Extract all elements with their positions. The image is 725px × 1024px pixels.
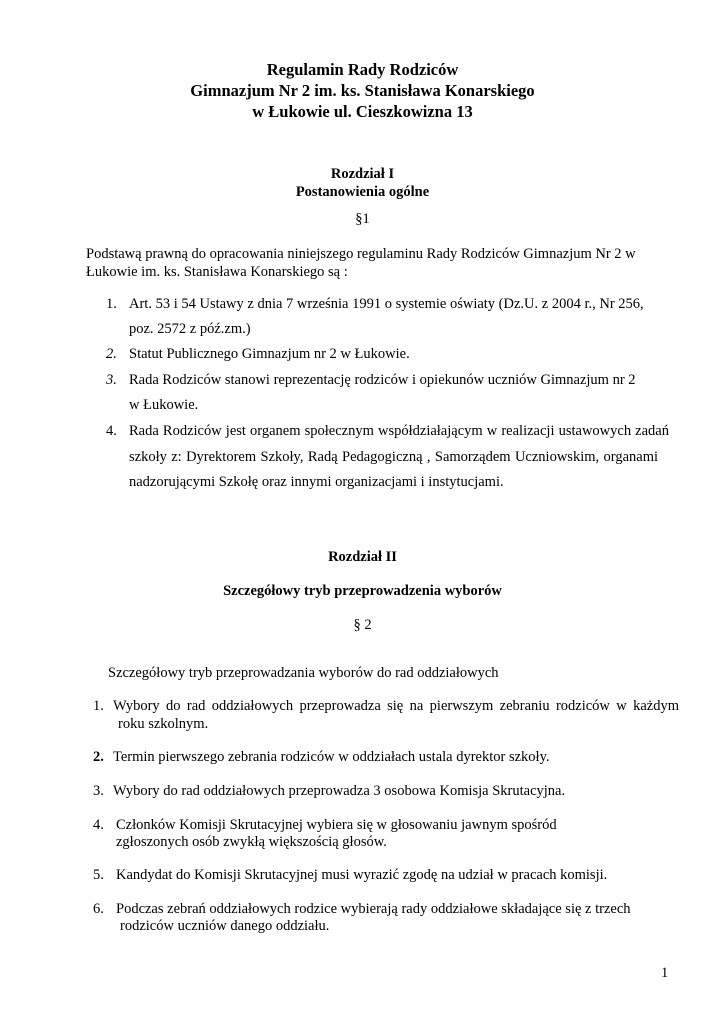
- chapter-1-name: Postanowienia ogólne: [295, 184, 430, 200]
- list-item-number: 4.: [106, 423, 117, 439]
- list-item-line: Termin pierwszego zebrania rodziców w oddziałach ustala dyrektor szkoły.: [113, 749, 550, 765]
- list-item-number: 4.: [93, 817, 104, 833]
- list-item-number: 5.: [93, 867, 104, 883]
- list-item-line: w Łukowie.: [129, 397, 199, 413]
- list-item-line: Członków Komisji Skrutacyjnej wybiera się w głosowaniu jawnym spośród: [116, 817, 557, 833]
- list-item-line: Statut Publicznego Gimnazjum nr 2 w Łukowie.: [129, 346, 410, 362]
- list-item-line: szkoły z: Dyrektorem Szkoły, Radą Pedagogiczną , Samorządem Uczniowskim, organami: [129, 449, 658, 465]
- page-number: 1: [661, 965, 669, 981]
- chapter-2-label: Rozdział II: [328, 549, 397, 565]
- list-item-line: Wybory do rad oddziałowych przeprowadza 3 osobowa Komisja Skrutacyjna.: [113, 783, 566, 799]
- chapter-2-paragraph-sign: § 2: [353, 617, 372, 633]
- list-item-line: Podczas zebrań oddziałowych rodzice wybierają rady oddziałowe składające się z trzech: [116, 901, 631, 917]
- list-item-number: 2.: [93, 749, 104, 765]
- list-item-line: Rada Rodziców jest organem społecznym współdziałającym w realizacji ustawowych zadań: [129, 423, 669, 439]
- list-item-line: Art. 53 i 54 Ustawy z dnia 7 września 1991 o systemie oświaty (Dz.U. z 2004 r., Nr 256,: [129, 296, 644, 312]
- list-item-line: Wybory do rad oddziałowych przeprowadza się na pierwszym zebraniu rodziców w każdym: [113, 698, 679, 714]
- document-title-line-1: Regulamin Rady Rodziców: [266, 60, 459, 79]
- list-item-line: nadzorującymi Szkołę oraz innymi organizacjami i instytucjami.: [129, 474, 504, 490]
- list-item-line: zgłoszonych osób zwykłą większością głosów.: [116, 834, 387, 850]
- list-item-number: 1.: [106, 296, 117, 312]
- list-item-number: 1.: [93, 698, 104, 714]
- list-item-line: Rada Rodziców stanowi reprezentację rodziców i opiekunów uczniów Gimnazjum nr 2: [129, 372, 636, 388]
- list-item-line: rodziców uczniów danego oddziału.: [120, 918, 330, 934]
- chapter-1-intro-line-1: Podstawą prawną do opracowania niniejszego regulaminu Rady Rodziców Gimnazjum Nr 2 w: [86, 246, 636, 262]
- document-title-line-2: Gimnazjum Nr 2 im. ks. Stanisława Konarskiego: [190, 81, 535, 100]
- chapter-1-label: Rozdział I: [330, 166, 395, 182]
- list-item-number: 6.: [93, 901, 104, 917]
- list-item-line: Kandydat do Komisji Skrutacyjnej musi wyrazić zgodę na udział w pracach komisji.: [116, 867, 608, 883]
- chapter-1-intro-line-2: Łukowie im. ks. Stanisława Konarskiego są :: [86, 264, 348, 280]
- list-item-number: 3.: [93, 783, 104, 799]
- list-item-line: roku szkolnym.: [118, 716, 209, 732]
- chapter-2-name: Szczegółowy tryb przeprowadzenia wyborów: [223, 583, 502, 599]
- list-item-line: poz. 2572 z póź.zm.): [129, 321, 251, 337]
- chapter-1-paragraph-sign: §1: [355, 211, 370, 227]
- list-item-number: 3.: [106, 372, 117, 388]
- list-item-number: 2.: [106, 346, 117, 362]
- document-title-line-3: w Łukowie ul. Cieszkowizna 13: [252, 102, 473, 121]
- chapter-2-intro: Szczegółowy tryb przeprowadzania wyborów do rad oddziałowych: [108, 665, 499, 681]
